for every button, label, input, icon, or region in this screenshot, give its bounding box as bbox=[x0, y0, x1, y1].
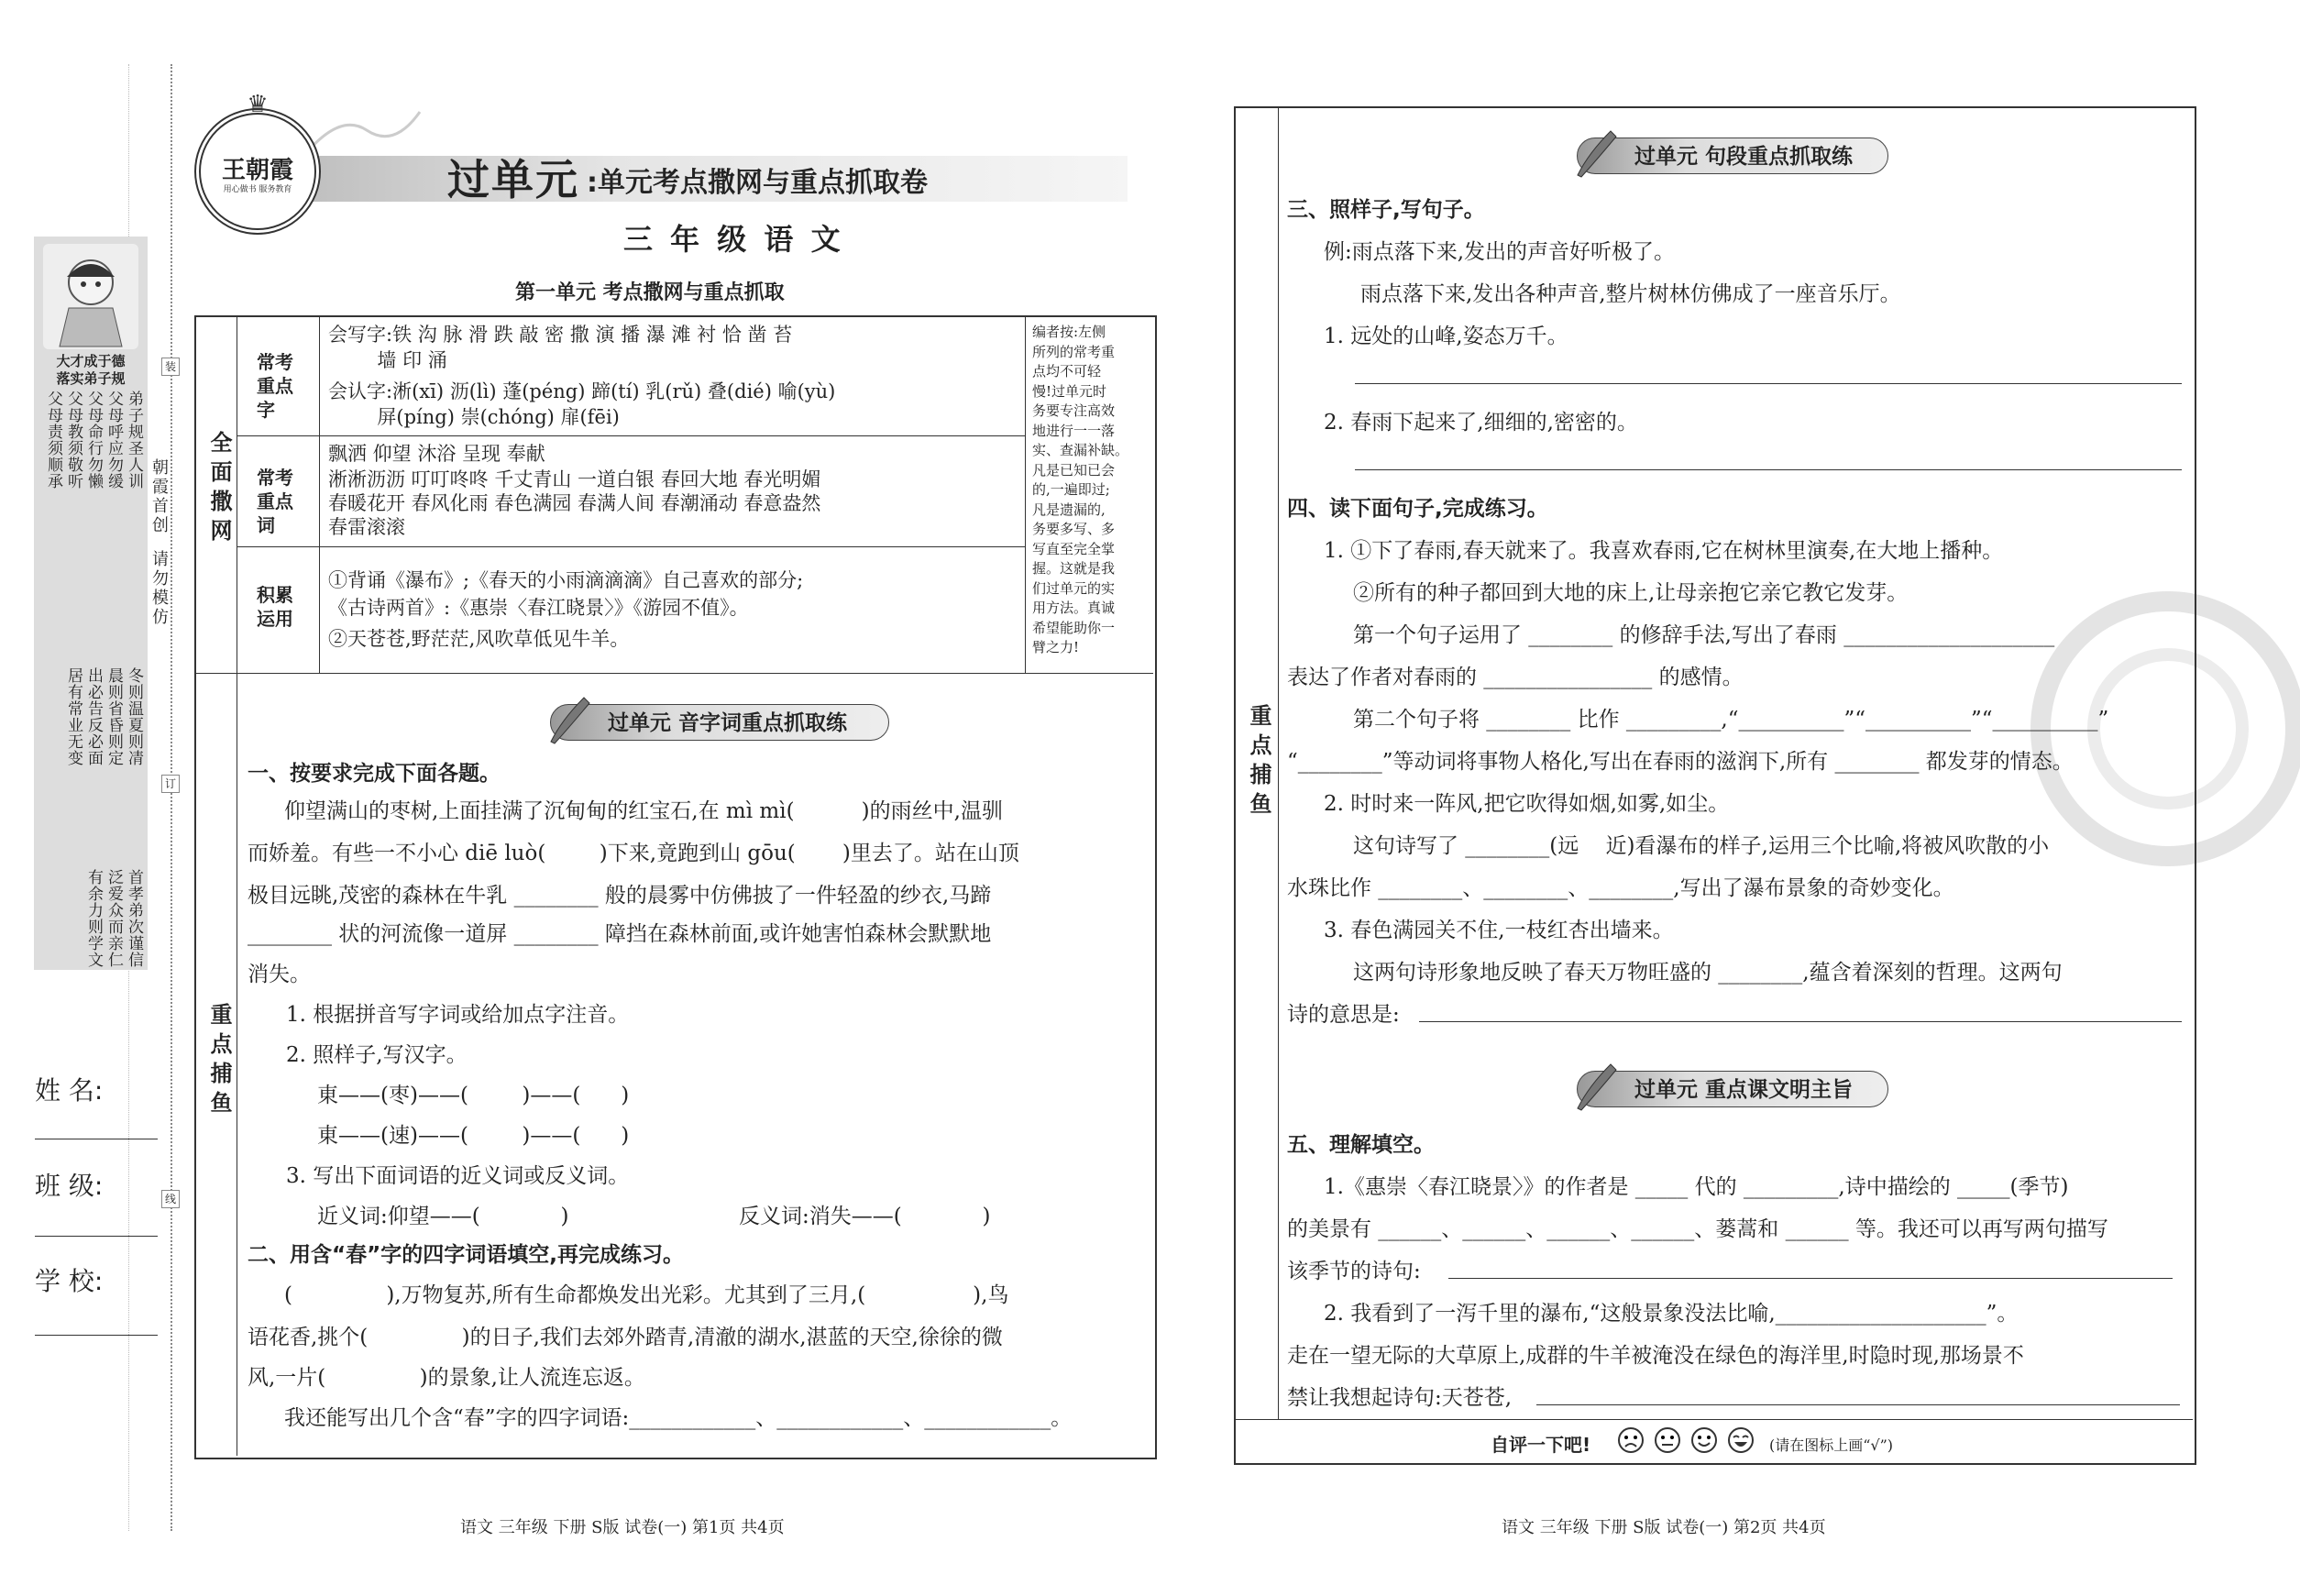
row-label-chars: 常考重点字 bbox=[257, 351, 293, 421]
q4-line-3: 第一个句子运用了 ________ 的修辞手法,写出了春雨 ____________________ bbox=[1353, 623, 2055, 647]
binding-tick-1: 装 bbox=[161, 358, 180, 376]
copyright-note-1: 朝霞首创 bbox=[149, 458, 169, 535]
chars-line-3: 会认字:淅(xī) 沥(lì) 蓬(péng) 蹄(tí) 乳(rǔ) 叠(dié) 喻(yù) bbox=[328, 380, 836, 402]
table-bottom-divider bbox=[194, 673, 1153, 674]
pill-texts-label: 过单元 重点课文明主旨 bbox=[1634, 1078, 1854, 1102]
page1-footer: 语文 三年级 下册 S版 试卷(一) 第1页 共4页 bbox=[460, 1518, 785, 1537]
editor-note-line: 凡是遗漏的, bbox=[1032, 501, 1106, 518]
editor-note-line: 地进行一一落 bbox=[1032, 422, 1116, 439]
page2-label-divider bbox=[1278, 106, 1279, 1419]
q4-line-5: 第二个句子将 ________ 比作 _________,“__________”“__________”“__________” bbox=[1353, 708, 2109, 732]
q5-line-3: 该季节的诗句: bbox=[1287, 1260, 1421, 1283]
motto-panel bbox=[34, 237, 148, 970]
q3-item-2: 2. 春雨下起来了,细细的,密密的。 bbox=[1324, 411, 1638, 435]
row-label-usage: 积累运用 bbox=[257, 584, 293, 630]
q4-line-4: 表达了作者对春雨的 ________________ 的感情。 bbox=[1287, 666, 1744, 689]
subject-title: 三 年 级 语 文 bbox=[623, 222, 844, 257]
editor-note-line: 握。这就是我 bbox=[1032, 560, 1116, 577]
dizigui-col: 有余力则学文 bbox=[84, 869, 103, 968]
pill-texts bbox=[1577, 1071, 1888, 1107]
q1-title: 一、按要求完成下面各题。 bbox=[248, 762, 501, 786]
q4-line-8: 这句诗写了 ________(远 近)看瀑布的样子,运用三个比喻,将被风吹散的小 bbox=[1353, 834, 2050, 858]
q4-line-1: 1. ①下了春雨,春天就来了。我喜欢春雨,它在树林里演奏,在大地上播种。 bbox=[1324, 539, 2004, 563]
editor-note-line: 慢!过单元时 bbox=[1032, 382, 1107, 400]
page2-eval-divider bbox=[1234, 1419, 2193, 1420]
dizigui-columns-bottom bbox=[41, 869, 142, 968]
editor-note-line: 臂之力! bbox=[1032, 639, 1080, 655]
synonym-item: 近义词:仰望——( ) bbox=[317, 1205, 569, 1228]
q4-line-11: 这两句诗形象地反映了春天万物旺盛的 ________,蕴含着深刻的哲理。这两句 bbox=[1353, 961, 2063, 985]
pill-vocab bbox=[550, 704, 889, 741]
laugh-face-icon[interactable] bbox=[1727, 1426, 1755, 1454]
antonym-item: 反义词:消失——( ) bbox=[739, 1205, 991, 1228]
chars-line-4: 屏(píng) 崇(chóng) 扉(fēi) bbox=[328, 406, 620, 428]
dizigui-col: 父母教须敬听 bbox=[64, 391, 83, 490]
q3-example: 例:雨点落下来,发出的声音好听极了。 bbox=[1324, 240, 1676, 264]
q2-line-4: 我还能写出几个含“春”字的四字词语:____________、____________、____________。 bbox=[284, 1406, 1073, 1430]
words-line-4: 春雷滚滚 bbox=[328, 516, 405, 538]
page2-footer: 语文 三年级 下册 S版 试卷(一) 第2页 共4页 bbox=[1502, 1518, 1826, 1537]
self-eval-label: 自评一下吧! bbox=[1491, 1434, 1591, 1456]
dizigui-col: 冬则温夏则凊 bbox=[125, 667, 143, 766]
smile-face-icon[interactable] bbox=[1690, 1426, 1718, 1454]
chars-line-2: 墙 印 涌 bbox=[328, 349, 447, 371]
q2-title: 二、用含“春”字的四字词语填空,再完成练习。 bbox=[248, 1243, 684, 1267]
publisher-logo: ♛ 王朝霞 用心做书 服务教育 bbox=[194, 108, 321, 235]
editor-note-line: 务要多写、多 bbox=[1032, 521, 1116, 537]
editor-note bbox=[1032, 323, 1150, 658]
copyright-note-2: 请勿模仿 bbox=[149, 550, 169, 627]
q5-answer-line-2[interactable] bbox=[1536, 1404, 2180, 1405]
dizigui-col: 晨则省昏则定 bbox=[105, 667, 123, 766]
q4-answer-line[interactable] bbox=[1419, 1021, 2182, 1022]
q1-sub1: 1. 根据拼音写字词或给加点字注音。 bbox=[286, 1003, 630, 1027]
motto-line-2: 落实弟子规 bbox=[56, 370, 126, 387]
pill-sentences-label: 过单元 句段重点抓取练 bbox=[1634, 145, 1854, 169]
dizigui-col: 父母命行勿懒 bbox=[84, 391, 103, 490]
passage-line-4: ________ 状的河流像一道屏 ________ 障挡在森林前面,或许她害怕森林会默默地 bbox=[248, 922, 992, 946]
dizigui-col: 出必告反必面 bbox=[84, 667, 103, 766]
table-label-divider bbox=[319, 315, 320, 673]
unit-title: 第一单元 考点撒网与重点抓取 bbox=[515, 281, 785, 304]
binding-tick-3: 线 bbox=[161, 1190, 180, 1208]
q5-line-5: 走在一望无际的大草原上,成群的牛羊被淹没在绿色的海洋里,时隐时现,那场景不 bbox=[1287, 1344, 2024, 1368]
brush-icon bbox=[544, 692, 593, 745]
dizigui-col: 弟子规圣人训 bbox=[125, 391, 143, 490]
q5-line-6: 禁让我想起诗句:天苍苍, bbox=[1287, 1386, 1513, 1410]
q1-sub2-example-b: 東——(速)——( )——( ) bbox=[317, 1124, 630, 1148]
q3-answer-line-2[interactable] bbox=[1355, 469, 2182, 470]
q1-sub2: 2. 照样子,写汉字。 bbox=[286, 1043, 468, 1067]
motto-line-1: 大才成于德 bbox=[56, 353, 126, 369]
page-title-main: 过单元 bbox=[447, 155, 579, 204]
q2-line-3: 风,一片( )的景象,让人流连忘返。 bbox=[248, 1366, 645, 1390]
q4-line-2: ②所有的种子都回到大地的床上,让母亲抱它亲它教它发芽。 bbox=[1353, 581, 1909, 605]
q5-line-2: 的美景有 ______、______、______、______、蒌蒿和 ______ 等。我还可以再写两句描写 bbox=[1287, 1217, 2108, 1241]
binding-tick-2: 订 bbox=[161, 775, 180, 793]
editor-note-line: 写直至完全掌 bbox=[1032, 540, 1116, 557]
q3-answer-line-1[interactable] bbox=[1355, 383, 2182, 384]
dizigui-col: 父母责须顺承 bbox=[44, 391, 62, 490]
q4-line-7: 2. 时时来一阵风,把它吹得如烟,如雾,如尘。 bbox=[1324, 792, 1730, 816]
dizigui-col: 居有常业无变 bbox=[64, 667, 83, 766]
q3-example-answer: 雨点落下来,发出各种声音,整片树林仿佛成了一座音乐厅。 bbox=[1360, 282, 1901, 306]
passage-line-5: 消失。 bbox=[248, 963, 311, 986]
table-section-label: 全面撒网 bbox=[206, 431, 232, 548]
q5-line-4: 2. 我看到了一泻千里的瀑布,“这般景象没法比喻,____________________”。 bbox=[1324, 1302, 2019, 1326]
pill-vocab-label: 过单元 音字词重点抓取练 bbox=[608, 711, 848, 735]
passage-line-1: 仰望满山的枣树,上面挂满了沉甸甸的红宝石,在 mì mì( )的雨丝中,温驯 bbox=[284, 799, 1003, 823]
usage-line-1: ①背诵《瀑布》;《春天的小雨滴滴滴》自己喜欢的部分; bbox=[328, 569, 804, 591]
passage-line-3: 极目远眺,茂密的森林在牛乳 ________ 般的晨雾中仿佛披了一件轻盈的纱衣,马蹄 bbox=[248, 884, 992, 908]
usage-line-3: ②天苍苍,野茫茫,风吹草低见牛羊。 bbox=[328, 628, 630, 650]
q5-title: 五、理解填空。 bbox=[1287, 1133, 1435, 1157]
q4-title: 四、读下面句子,完成练习。 bbox=[1287, 497, 1548, 521]
table-row-divider bbox=[237, 546, 1025, 547]
table-row-divider bbox=[237, 435, 1025, 436]
class-field[interactable] bbox=[35, 1236, 158, 1237]
editor-note-line: 希望能助你一 bbox=[1032, 619, 1116, 636]
q4-line-10: 3. 春色满园关不住,一枝红杏出墙来。 bbox=[1324, 919, 1674, 942]
q4-line-6: “________”等动词将事物人格化,写出在春雨的滋润下,所有 ________ 都发芽的情态。 bbox=[1287, 750, 2074, 774]
q4-line-12: 诗的意思是: bbox=[1287, 1003, 1400, 1027]
q1-sub3: 3. 写出下面词语的近义词或反义词。 bbox=[286, 1164, 630, 1188]
page1-section-label: 重点捕鱼 bbox=[206, 1003, 232, 1120]
brush-icon bbox=[1570, 1059, 1620, 1112]
editor-note-line: 务要专注高效 bbox=[1032, 402, 1116, 419]
page-title-sub: :单元考点撒网与重点抓取卷 bbox=[587, 167, 928, 199]
editor-note-line: 编者按:左侧 bbox=[1032, 324, 1106, 340]
self-eval-faces bbox=[1617, 1426, 1755, 1454]
dizigui-columns bbox=[41, 391, 142, 490]
q5-line-1: 1.《惠崇〈春江晓景〉》的作者是 _____ 代的 _________,诗中描绘的 _____(季节) bbox=[1324, 1175, 2069, 1199]
chars-line-1: 会写字:铁 沟 脉 滑 跌 敲 密 撒 演 播 瀑 滩 衬 恰 凿 苔 bbox=[328, 324, 793, 346]
editor-note-line: 凡是已知已会 bbox=[1032, 461, 1116, 479]
row-label-words: 常考重点词 bbox=[257, 467, 293, 536]
q2-line-1: ( ),万物复苏,所有生命都焕发出光彩。尤其到了三月,( ),鸟 bbox=[284, 1283, 1009, 1307]
q5-answer-line-1[interactable] bbox=[1448, 1278, 2173, 1279]
school-label: 学 校: bbox=[35, 1266, 104, 1296]
editor-note-line: 所列的常考重 bbox=[1032, 343, 1116, 360]
editor-note-line: 的,一遍即过; bbox=[1032, 481, 1110, 498]
editor-note-line: 用方法。真诚 bbox=[1032, 600, 1116, 616]
words-line-3: 春暖花开 春风化雨 春色满园 春满人间 春潮涌动 春意盎然 bbox=[328, 492, 821, 514]
dizigui-col: 泛爱众而亲仁 bbox=[105, 869, 123, 968]
logo-text: 王朝霞 bbox=[221, 157, 293, 184]
usage-line-2: 《古诗两首》:《惠崇〈春江晓景〉》《游园不值》。 bbox=[328, 597, 749, 619]
q4-line-9: 水珠比作 ________、________、________,写出了瀑布景象的奇妙变化。 bbox=[1287, 876, 1954, 900]
brush-icon bbox=[1570, 126, 1620, 179]
self-eval-note: (请在图标上画“√”) bbox=[1769, 1436, 1894, 1454]
logo-subtext: 用心做书 服务教育 bbox=[223, 185, 292, 194]
q1-sub2-example-a: 東——(枣)——( )——( ) bbox=[317, 1084, 630, 1107]
neutral-face-icon[interactable] bbox=[1654, 1426, 1681, 1454]
dizigui-columns-lower bbox=[41, 667, 142, 766]
table-note-divider bbox=[1025, 315, 1026, 673]
name-label: 姓 名: bbox=[35, 1075, 104, 1106]
pill-sentences bbox=[1577, 138, 1888, 174]
q3-title: 三、照样子,写句子。 bbox=[1287, 198, 1485, 222]
passage-line-2: 而娇羞。有些一不小心 diē luò( )下来,竟跑到山 gōu( )里去了。站在山顶 bbox=[248, 842, 1019, 865]
q3-item-1: 1. 远处的山峰,姿态万千。 bbox=[1324, 325, 1568, 348]
binding-line bbox=[171, 64, 172, 1531]
words-line-2: 淅淅沥沥 叮叮咚咚 千丈青山 一道白银 春回大地 春光明媚 bbox=[328, 468, 821, 490]
ribbon-decoration bbox=[303, 103, 422, 167]
words-line-1: 飘洒 仰望 沐浴 呈现 奉献 bbox=[328, 443, 545, 465]
child-illustration bbox=[43, 244, 138, 349]
page2-section-label: 重点捕鱼 bbox=[1246, 704, 1271, 821]
editor-note-line: 实、查漏补缺。 bbox=[1032, 442, 1129, 458]
editor-note-line: 们过单元的实 bbox=[1032, 579, 1116, 597]
dizigui-col: 父母呼应勿缓 bbox=[105, 391, 123, 490]
editor-note-line: 点均不可轻 bbox=[1032, 363, 1102, 380]
q2-line-2: 语花香,挑个( )的日子,我们去郊外踏青,清澈的湖水,湛蓝的天空,徐徐的微 bbox=[248, 1326, 1003, 1349]
school-field[interactable] bbox=[35, 1335, 158, 1336]
dizigui-col: 首孝弟次谨信 bbox=[125, 869, 143, 968]
sad-face-icon[interactable] bbox=[1617, 1426, 1645, 1454]
class-label: 班 级: bbox=[35, 1171, 104, 1201]
